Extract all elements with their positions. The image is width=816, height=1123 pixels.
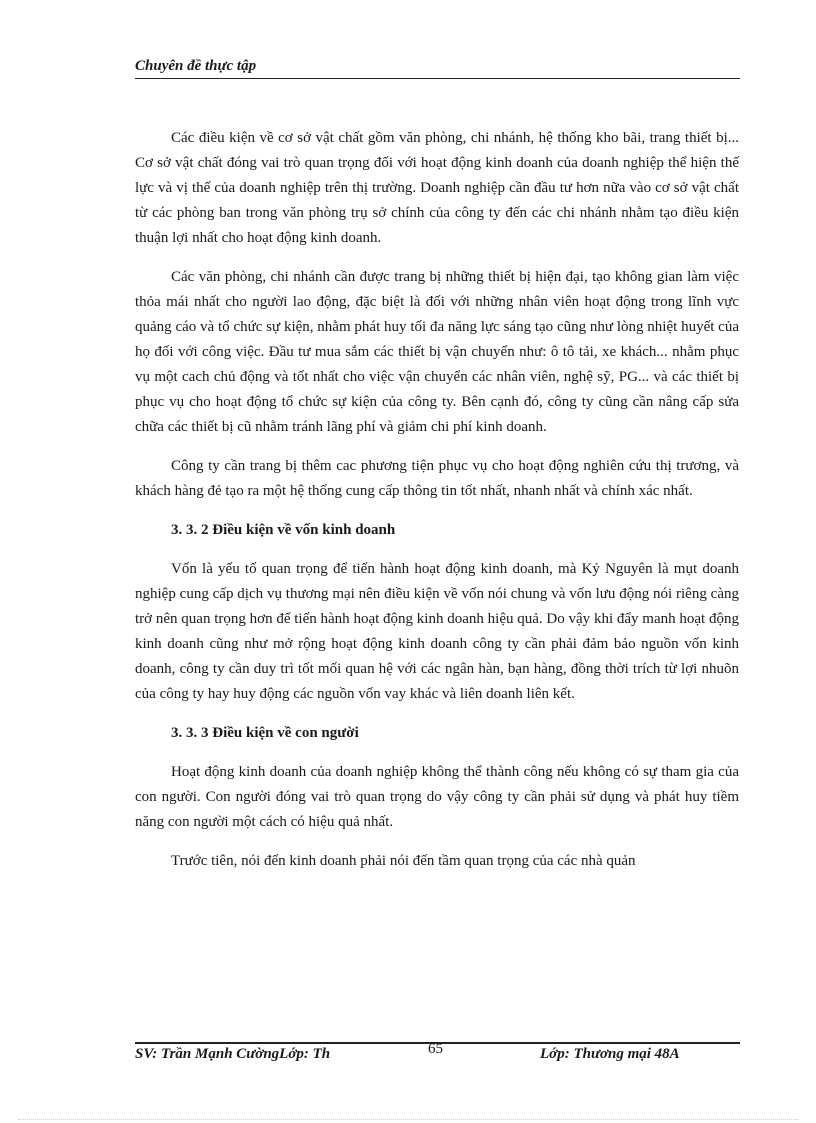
paragraph-people: Hoạt động kinh doanh của doanh nghiệp không thể thành công nếu không có sự tham gia của con người. Con người đóng vai trò quan trọng do vậy công ty cần phải sử dụng và phát huy tiềm năng con người một cách có hiệu quả nhất. [135,764,739,830]
document-body [135,126,739,888]
paragraph-equipment: Các văn phòng, chi nhánh cần được trang bị những thiết bị hiện đại, tạo không gian làm việc thỏa mái nhất cho người lao động, đặc biệt là đối với những nhân viên hoạt động trong lĩnh vực quảng cáo và tổ chức sự kiện, nhằm phát huy tối đa năng lực sáng tạo cũng như lòng nhiệt huyết của họ đối với công việc. Đầu tư mua sắm các thiết bị vận chuyển như: ô tô tải, xe khách... nhằm phục vụ một cach chủ động và tốt nhất cho việc vận chuyển các nhân viên, nghệ sỹ, PG... và các thiết bị phục vụ cho hoạt động tổ chức sự kiện của công ty. Bên cạnh đó, công ty cũng cần nâng cấp sửa chữa các thiết bị cũ nhằm tránh lãng phí và giảm chi phí kinh doanh. [135,269,739,435]
paragraph-facilities: Các điều kiện về cơ sở vật chất gồm văn phòng, chi nhánh, hệ thống kho bãi, trang thiết bị... Cơ sở vật chất đóng vai trò quan trọng đối với hoạt động kinh doanh của doanh nghiệp thể hiện thế lực và vị thế của doanh nghiệp trên thị trường. Doanh nghiệp cần đầu tư hơn nữa vào cơ sở vật chất từ các phòng ban trong văn phòng trụ sở chính của công ty đến các chi nhánh nhằm tạo điều kiện thuận lợi nhất cho hoạt động kinh doanh. [135,130,739,246]
footer-student-info: SV: Trần Mạnh CườngLớp: Th [135,1046,331,1062]
section-heading-people: 3. 3. 3 Điều kiện về con người [171,725,359,741]
header-title: Chuyên đề thực tập [135,58,257,74]
paragraph-capital: Vốn là yếu tố quan trọng để tiến hành hoạt động kinh doanh, mà Kỷ Nguyên là mụt doanh nghiệp cung cấp dịch vụ thương mại nên điều kiện về vốn nói chung và vốn lưu động nói riêng càng trở nên quan trọng hơn để tiến hành hoạt động kinh doanh hiệu quả. Do vậy khi đẩy manh hoạt động kinh doanh cũng như mở rộng hoạt động kinh doanh công ty cần phải đảm bảo nguồn vốn kinh doanh, công ty cần duy trì tốt mối quan hệ với các ngân hàn, bạn hàng, đồng thời trích từ lợi nhuõn của công ty hay huy động các nguồn vốn vay khác và liên doanh liên kết. [135,561,739,702]
page-number: 65 [428,1041,443,1057]
page-header [135,56,740,79]
footer-class-info: Lớp: Thương mại 48A [540,1046,680,1062]
page-boundary [18,1119,798,1120]
section-heading-capital: 3. 3. 2 Điều kiện về vốn kinh doanh [171,522,396,538]
paragraph-management: Trước tiên, nói đến kinh doanh phải nói đến tầm quan trọng của các nhà quản [171,853,636,869]
paragraph-market-research: Công ty cần trang bị thêm cac phương tiện phục vụ cho hoạt động nghiên cứu thị trương, và khách hàng đẻ tạo ra một hệ thống cung cấp thông tin tốt nhất, nhanh nhất và chính xác nhất. [135,458,739,499]
